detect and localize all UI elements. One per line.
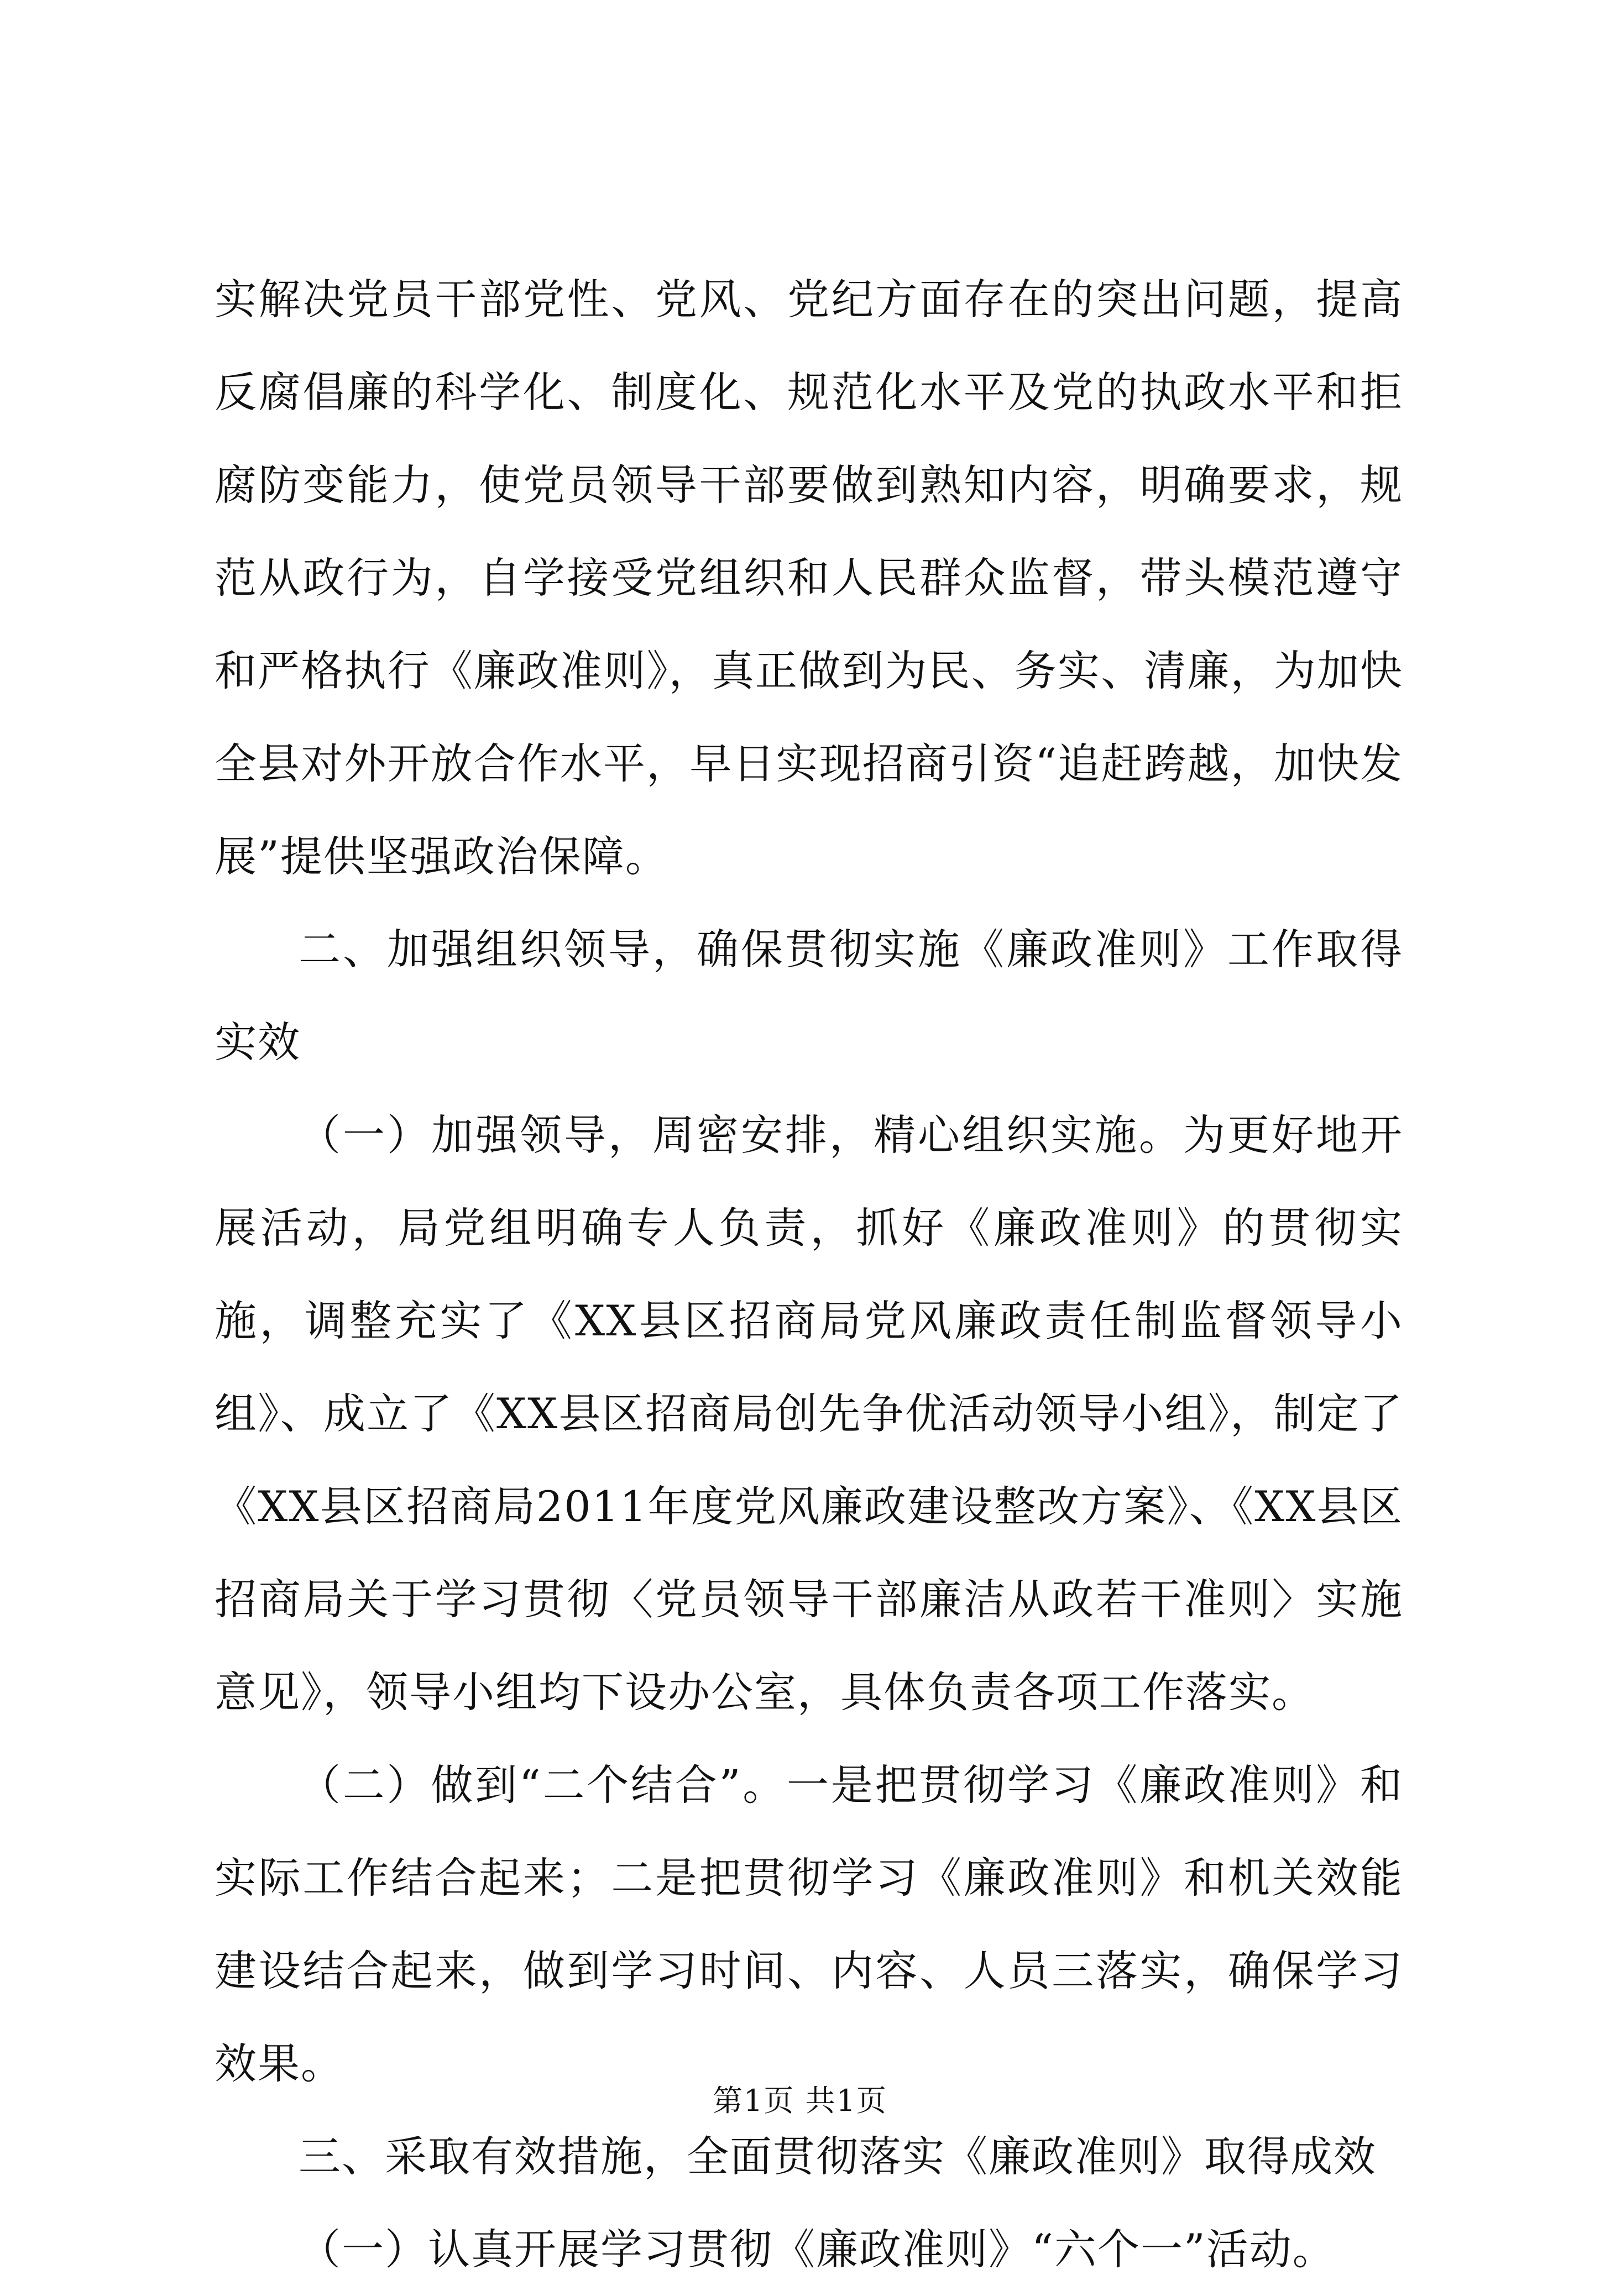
page-footer: 第1页 共1页 — [713, 2083, 887, 2118]
document-body — [215, 253, 1403, 2296]
paragraph-two-combinations: （二）做到“二个结合”。一是把贯彻学习《廉政准则》和实际工作结合起来；二是把贯彻学习《廉政准则》和机关效能建设结合起来，做到学习时间、内容、人员三落实，确保学习效果。 — [215, 1760, 1403, 2088]
paragraph-leadership: （一）加强领导，周密安排，精心组织实施。为更好地开展活动，局党组明确专人负责，抓好《廉政准则》的贯彻实施，调整充实了《XX县区招商局党风廉政责任制监督领导小组》、成立了《XX县区招商局创先争优活动领导小组》，制定了《XX县区招商局2011年度党风廉政建设整改方案》、《XX县区招商局关于学习贯彻〈党员领导干部廉洁从政若干准则〉实施意见》，领导小组均下设办公室，具体负责各项工作落实。 — [215, 1110, 1403, 1717]
section-heading-three: 三、采取有效措施，全面贯彻落实《廉政准则》取得成效 — [299, 2132, 1377, 2181]
paragraph-six-ones: （一）认真开展学习贯彻《廉政准则》“六个一”活动。 — [299, 2225, 1336, 2274]
paragraph-continuation: 实解决党员干部党性、党风、党纪方面存在的突出问题，提高反腐倡廉的科学化、制度化、规范化水平及党的执政水平和拒腐防变能力，使党员领导干部要做到熟知内容，明确要求，规范从政行为，自学接受党组织和人民群众监督，带头模范遵守和严格执行《廉政准则》，真正做到为民、务实、清廉，为加快全县对外开放合作水平，早日实现招商引资“追赶跨越，加快发展”提供坚强政治保障。 — [215, 275, 1403, 881]
section-heading-two: 二、加强组织领导，确保贯彻实施《廉政准则》工作取得实效 — [215, 925, 1403, 1067]
